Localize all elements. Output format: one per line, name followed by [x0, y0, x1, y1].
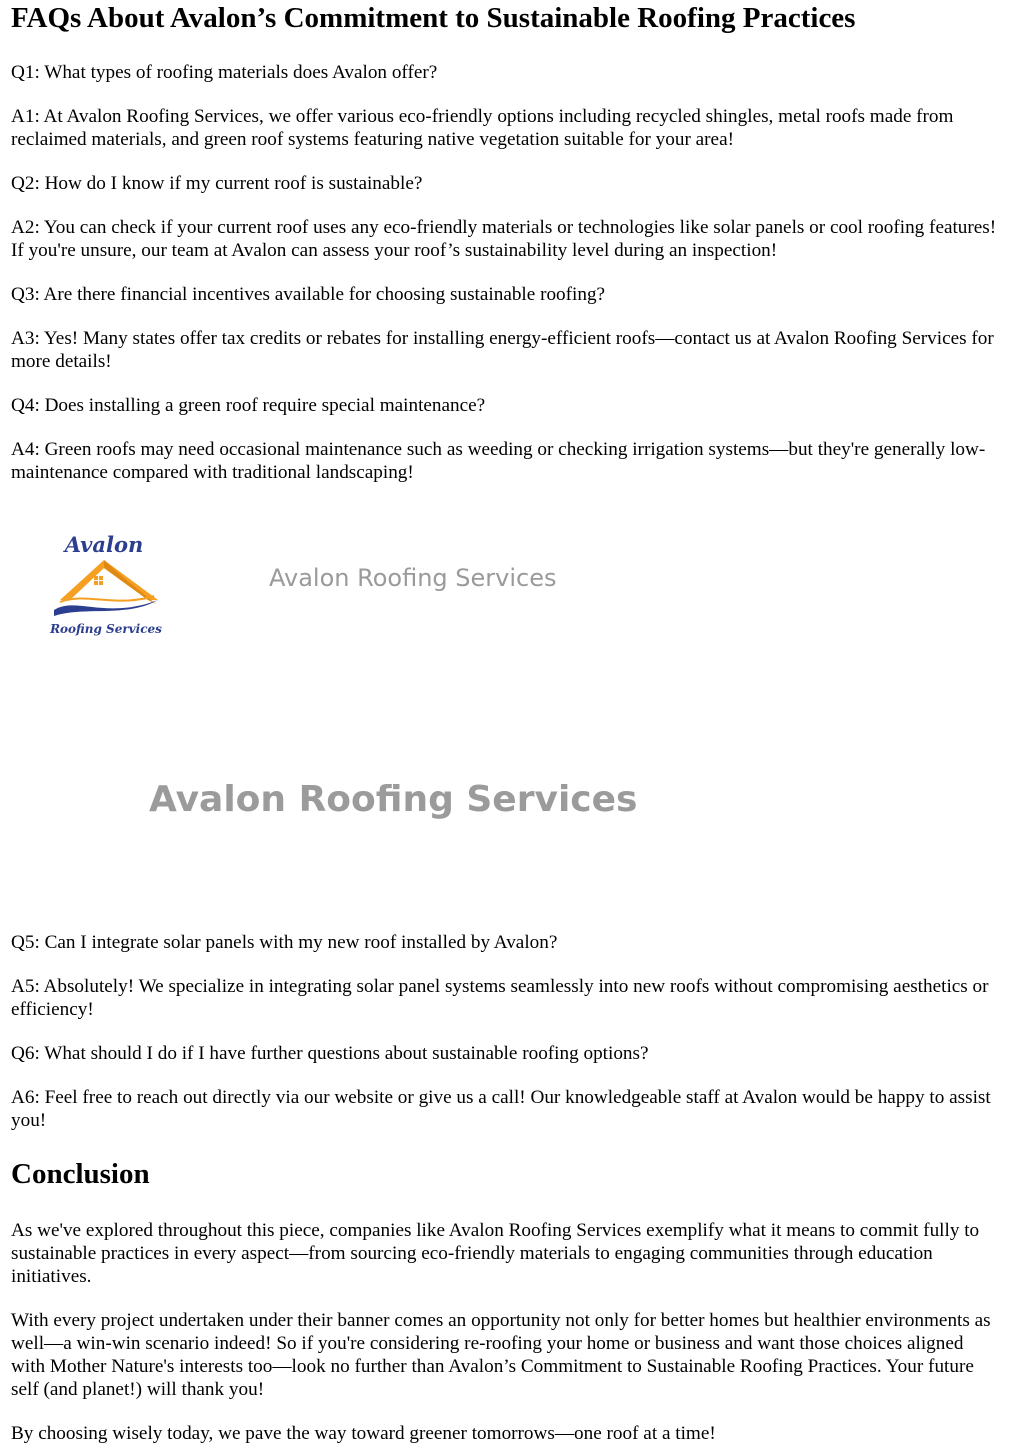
- conclusion-paragraph: By choosing wisely today, we pave the way toward greener tomorrows—one roof at a time!: [11, 1423, 716, 1444]
- faq-answer: A6: Feel free to reach out directly via our website or give us a call! Our knowledgeable staff at Avalon would be happy to assist you!: [11, 1087, 991, 1131]
- faq-question: Q2: How do I know if my current roof is sustainable?: [11, 173, 423, 194]
- faq-answer: A2: You can check if your current roof uses any eco-friendly materials or technologies like solar panels or cool roofing features! If you're unsure, our team at Avalon can assess your roof’s sustainability level during an inspection!: [11, 217, 997, 261]
- conclusion-heading: Conclusion: [11, 1158, 150, 1190]
- logo-word-bottom: Roofing Services: [50, 622, 162, 636]
- company-name-small: Avalon Roofing Services: [269, 564, 557, 592]
- faq-question: Q1: What types of roofing materials does Avalon offer?: [11, 62, 438, 83]
- faq-answer: A3: Yes! Many states offer tax credits or rebates for installing energy-efficient roofs—contact us at Avalon Roofing Services for more details!: [11, 328, 994, 372]
- conclusion-paragraph: With every project undertaken under their banner comes an opportunity not only for better homes but healthier environments as well—a win-win scenario indeed! So if you're considering re-roofing your home or business and want those choices aligned with Mother Nature's interests too—look no further than Avalon’s Commitment to Sustainable Roofing Practices. Your future self (and planet!) will thank you!: [11, 1310, 991, 1400]
- faq-question: Q5: Can I integrate solar panels with my new roof installed by Avalon?: [11, 932, 558, 953]
- logo-word-top: Avalon: [64, 532, 144, 557]
- faq-answer: A5: Absolutely! We specialize in integrating solar panel systems seamlessly into new roofs without compromising aesthetics or efficiency!: [11, 976, 989, 1020]
- faq-question: Q6: What should I do if I have further questions about sustainable roofing options?: [11, 1043, 649, 1064]
- avalon-logo[interactable]: [46, 528, 166, 638]
- conclusion-paragraph: As we've explored throughout this piece, companies like Avalon Roofing Services exemplify what it means to commit fully to sustainable practices in every aspect—from sourcing eco-friendly materials to engaging communities through education initiatives.: [11, 1220, 980, 1287]
- company-banner: [11, 503, 1006, 908]
- faq-answer: A1: At Avalon Roofing Services, we offer various eco-friendly options including recycled shingles, metal roofs made from reclaimed materials, and green roof systems featuring native vegetation suitable for your area!: [11, 106, 954, 150]
- faq-heading: FAQs About Avalon’s Commitment to Sustainable Roofing Practices: [11, 2, 856, 34]
- logo-house-icon: [46, 528, 166, 638]
- faq-answer: A4: Green roofs may need occasional maintenance such as weeding or checking irrigation systems—but they're generally low-maintenance compared with traditional landscaping!: [11, 439, 986, 483]
- company-name-large: Avalon Roofing Services: [149, 779, 638, 820]
- faq-question: Q4: Does installing a green roof require special maintenance?: [11, 395, 486, 416]
- faq-question: Q3: Are there financial incentives available for choosing sustainable roofing?: [11, 284, 606, 305]
